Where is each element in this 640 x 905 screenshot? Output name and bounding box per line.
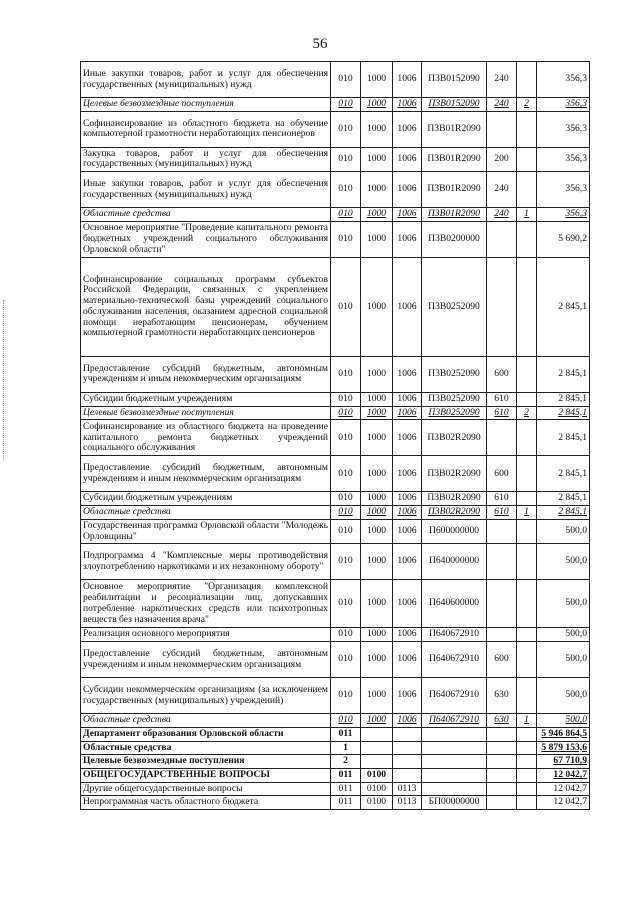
binding-edge-mark <box>3 300 5 460</box>
row-expense-type <box>487 420 517 456</box>
row-expense-type <box>487 628 517 642</box>
row-code: 010 <box>331 98 361 112</box>
row-amount: 2 845,1 <box>537 257 590 356</box>
row-subsection: 1006 <box>393 580 422 628</box>
row-expense-type: 240 <box>487 62 517 98</box>
row-code: 010 <box>331 580 361 628</box>
row-source <box>517 519 537 543</box>
row-code: 010 <box>331 356 361 392</box>
row-source <box>517 62 537 98</box>
row-subsection: 1006 <box>393 208 422 222</box>
row-expense-type <box>487 782 517 796</box>
table-row <box>81 782 590 796</box>
row-article: П3В01R2090 <box>422 147 487 171</box>
row-subsection: 0113 <box>393 796 422 810</box>
row-article: П3В0252090 <box>422 392 487 406</box>
row-code: 010 <box>331 544 361 580</box>
row-subsection: 1006 <box>393 456 422 492</box>
table-row <box>81 62 590 98</box>
row-amount: 2 845,1 <box>537 406 590 420</box>
table-row <box>81 456 590 492</box>
row-source: 1 <box>517 208 537 222</box>
row-subsection: 1006 <box>393 406 422 420</box>
row-code: 010 <box>331 147 361 171</box>
row-code: 011 <box>331 727 361 741</box>
row-source: 2 <box>517 406 537 420</box>
row-article: П640000000 <box>422 544 487 580</box>
row-name: Софинансирование из областного бюджета на обучение компьютерной грамотности неработающих пенсионеров <box>81 111 331 147</box>
row-expense-type: 610 <box>487 492 517 506</box>
row-amount: 356,3 <box>537 172 590 208</box>
row-section: 1000 <box>361 392 393 406</box>
row-source <box>517 356 537 392</box>
row-article: П3В0152090 <box>422 62 487 98</box>
row-name: Предоставление субсидий бюджетным, автономным учреждениям и иным некоммерческим организациям <box>81 456 331 492</box>
row-article: П3В01R2090 <box>422 111 487 147</box>
row-article: П3В02R2090 <box>422 492 487 506</box>
row-name: Субсидии бюджетным учреждениям <box>81 492 331 506</box>
row-name: Предоставление субсидий бюджетным, автономным учреждениям и иным некоммерческим организациям <box>81 356 331 392</box>
row-amount: 500,0 <box>537 714 590 728</box>
row-source <box>517 642 537 678</box>
row-section: 1000 <box>361 147 393 171</box>
row-expense-type <box>487 544 517 580</box>
table-row <box>81 257 590 356</box>
row-subsection: 1006 <box>393 506 422 520</box>
row-section: 1000 <box>361 456 393 492</box>
row-amount: 500,0 <box>537 544 590 580</box>
row-subsection: 1006 <box>393 544 422 580</box>
row-source <box>517 221 537 257</box>
row-code: 011 <box>331 769 361 783</box>
row-amount: 356,3 <box>537 208 590 222</box>
table-row <box>81 519 590 543</box>
row-article <box>422 727 487 741</box>
table-row <box>81 769 590 783</box>
row-article: П600000000 <box>422 519 487 543</box>
row-amount: 5 690,2 <box>537 221 590 257</box>
row-article: П3В0252090 <box>422 406 487 420</box>
row-expense-type <box>487 796 517 810</box>
row-name: ОБЩЕГОСУДАРСТВЕННЫЕ ВОПРОСЫ <box>81 769 331 783</box>
row-code: 010 <box>331 642 361 678</box>
row-amount: 356,3 <box>537 147 590 171</box>
row-subsection: 1006 <box>393 519 422 543</box>
row-name: Другие общегосударственные вопросы <box>81 782 331 796</box>
row-subsection: 1006 <box>393 392 422 406</box>
table-row <box>81 420 590 456</box>
row-subsection: 1006 <box>393 62 422 98</box>
row-expense-type <box>487 755 517 769</box>
row-code: 010 <box>331 221 361 257</box>
table-row <box>81 580 590 628</box>
row-article: П640600000 <box>422 580 487 628</box>
row-amount: 2 845,1 <box>537 420 590 456</box>
row-name: Областные средства <box>81 506 331 520</box>
row-expense-type: 600 <box>487 356 517 392</box>
row-code: 010 <box>331 506 361 520</box>
row-code: 010 <box>331 406 361 420</box>
row-article: П3В0200000 <box>422 221 487 257</box>
row-code: 010 <box>331 392 361 406</box>
row-source <box>517 147 537 171</box>
row-subsection: 1006 <box>393 111 422 147</box>
row-code: 010 <box>331 420 361 456</box>
row-section: 1000 <box>361 544 393 580</box>
row-source <box>517 678 537 714</box>
table-row <box>81 208 590 222</box>
row-section: 1000 <box>361 208 393 222</box>
row-name: Департамент образования Орловской области <box>81 727 331 741</box>
row-source <box>517 456 537 492</box>
row-source <box>517 111 537 147</box>
row-source <box>517 172 537 208</box>
row-subsection: 1006 <box>393 678 422 714</box>
row-source <box>517 796 537 810</box>
row-section: 1000 <box>361 678 393 714</box>
row-code: 2 <box>331 755 361 769</box>
row-source: 1 <box>517 714 537 728</box>
table-row <box>81 111 590 147</box>
row-name: Государственная программа Орловской области "Молодежь Орловщины" <box>81 519 331 543</box>
table-row <box>81 492 590 506</box>
row-amount: 2 845,1 <box>537 356 590 392</box>
row-amount: 500,0 <box>537 519 590 543</box>
row-article: П640672910 <box>422 642 487 678</box>
row-expense-type: 610 <box>487 392 517 406</box>
row-section: 1000 <box>361 492 393 506</box>
row-amount: 356,3 <box>537 98 590 112</box>
table-row <box>81 628 590 642</box>
table-row <box>81 741 590 755</box>
row-article <box>422 782 487 796</box>
row-section <box>361 741 393 755</box>
table-row <box>81 678 590 714</box>
row-source <box>517 755 537 769</box>
row-code: 010 <box>331 714 361 728</box>
row-subsection <box>393 741 422 755</box>
row-expense-type <box>487 769 517 783</box>
row-name: Закупка товаров, работ и услуг для обеспечения государственных (муниципальных) нужд <box>81 147 331 171</box>
row-code: 010 <box>331 519 361 543</box>
row-amount: 5 946 864,5 <box>537 727 590 741</box>
row-article <box>422 741 487 755</box>
table-row <box>81 755 590 769</box>
row-expense-type: 600 <box>487 642 517 678</box>
row-section: 1000 <box>361 580 393 628</box>
row-name: Субсидии некоммерческим организациям (за исключением государственных (муниципальных) учреждений) <box>81 678 331 714</box>
row-subsection: 1006 <box>393 642 422 678</box>
row-name: Областные средства <box>81 714 331 728</box>
table-row <box>81 642 590 678</box>
row-source <box>517 392 537 406</box>
row-section: 1000 <box>361 111 393 147</box>
row-subsection: 1006 <box>393 172 422 208</box>
row-amount: 2 845,1 <box>537 456 590 492</box>
budget-table <box>80 61 590 810</box>
row-name: Целевые безвозмездные поступления <box>81 755 331 769</box>
row-code: 010 <box>331 62 361 98</box>
row-code: 010 <box>331 678 361 714</box>
table-row <box>81 356 590 392</box>
row-article: П3В0252090 <box>422 257 487 356</box>
row-source: 1 <box>517 506 537 520</box>
row-subsection: 1006 <box>393 98 422 112</box>
row-article: П640672910 <box>422 714 487 728</box>
row-name: Софинансирование из областного бюджета на проведение капитального ремонта бюджетных учреждений социального обслуживания <box>81 420 331 456</box>
row-code: 011 <box>331 782 361 796</box>
row-source <box>517 628 537 642</box>
row-section: 1000 <box>361 62 393 98</box>
row-expense-type: 600 <box>487 456 517 492</box>
row-article: П3В02R2090 <box>422 420 487 456</box>
row-expense-type <box>487 519 517 543</box>
row-name: Подпрограмма 4 "Комплексные меры противодействия злоупотреблению наркотиками и их незаконному обороту" <box>81 544 331 580</box>
row-section: 1000 <box>361 406 393 420</box>
row-code: 010 <box>331 172 361 208</box>
row-amount: 12 042,7 <box>537 796 590 810</box>
row-code: 010 <box>331 628 361 642</box>
row-expense-type: 200 <box>487 147 517 171</box>
row-article: П3В0152090 <box>422 98 487 112</box>
row-amount: 500,0 <box>537 642 590 678</box>
row-subsection: 1006 <box>393 221 422 257</box>
row-source <box>517 420 537 456</box>
row-name: Иные закупки товаров, работ и услуг для обеспечения государственных (муниципальных) нужд <box>81 62 331 98</box>
row-name: Субсидии бюджетным учреждениям <box>81 392 331 406</box>
row-article: П640672910 <box>422 628 487 642</box>
row-name: Непрограммная часть областного бюджета <box>81 796 331 810</box>
row-section <box>361 755 393 769</box>
row-article: П3В01R2090 <box>422 172 487 208</box>
row-subsection: 1006 <box>393 714 422 728</box>
row-subsection: 1006 <box>393 628 422 642</box>
row-section: 1000 <box>361 221 393 257</box>
row-amount: 12 042,7 <box>537 769 590 783</box>
table-row <box>81 406 590 420</box>
row-source <box>517 769 537 783</box>
row-source <box>517 741 537 755</box>
row-section: 1000 <box>361 172 393 208</box>
row-subsection <box>393 755 422 769</box>
row-name: Предоставление субсидий бюджетным, автономным учреждениям и иным некоммерческим организациям <box>81 642 331 678</box>
row-expense-type: 240 <box>487 172 517 208</box>
row-section: 1000 <box>361 642 393 678</box>
row-article: П3В02R2090 <box>422 506 487 520</box>
row-subsection: 1006 <box>393 492 422 506</box>
row-subsection: 1006 <box>393 420 422 456</box>
row-source <box>517 782 537 796</box>
row-article <box>422 769 487 783</box>
row-expense-type <box>487 221 517 257</box>
row-expense-type: 630 <box>487 714 517 728</box>
table-row <box>81 147 590 171</box>
row-amount: 500,0 <box>537 580 590 628</box>
row-subsection <box>393 769 422 783</box>
row-amount: 5 879 153,6 <box>537 741 590 755</box>
row-section: 1000 <box>361 257 393 356</box>
row-amount: 2 845,1 <box>537 506 590 520</box>
row-amount: 67 710,9 <box>537 755 590 769</box>
row-subsection: 1006 <box>393 257 422 356</box>
row-name: Основное мероприятие "Организация комплексной реабилитации и ресоциализации лиц, допускавших потребление наркотических средств или психотропных веществ без назначения врача" <box>81 580 331 628</box>
row-expense-type <box>487 580 517 628</box>
row-section: 0100 <box>361 782 393 796</box>
row-article: П640672910 <box>422 678 487 714</box>
row-section: 1000 <box>361 98 393 112</box>
row-code: 010 <box>331 257 361 356</box>
row-article: П3В02R2090 <box>422 456 487 492</box>
row-amount: 500,0 <box>537 628 590 642</box>
row-expense-type: 610 <box>487 406 517 420</box>
row-name: Областные средства <box>81 208 331 222</box>
row-section <box>361 727 393 741</box>
row-article: БП00000000 <box>422 796 487 810</box>
row-article: П3В01R2090 <box>422 208 487 222</box>
table-row <box>81 796 590 810</box>
row-expense-type <box>487 727 517 741</box>
row-amount: 12 042,7 <box>537 782 590 796</box>
row-name: Реализация основного мероприятия <box>81 628 331 642</box>
table-row <box>81 544 590 580</box>
row-amount: 356,3 <box>537 111 590 147</box>
budget-table-body <box>81 62 590 810</box>
row-section: 0100 <box>361 769 393 783</box>
row-subsection: 0113 <box>393 782 422 796</box>
row-expense-type: 610 <box>487 506 517 520</box>
row-expense-type <box>487 741 517 755</box>
row-code: 010 <box>331 208 361 222</box>
table-row <box>81 392 590 406</box>
row-article <box>422 755 487 769</box>
row-section: 1000 <box>361 628 393 642</box>
row-source <box>517 580 537 628</box>
row-code: 010 <box>331 456 361 492</box>
row-amount: 2 845,1 <box>537 392 590 406</box>
row-code: 010 <box>331 111 361 147</box>
row-expense-type <box>487 111 517 147</box>
row-source <box>517 544 537 580</box>
row-expense-type: 240 <box>487 98 517 112</box>
row-source <box>517 727 537 741</box>
table-row <box>81 221 590 257</box>
row-section: 1000 <box>361 519 393 543</box>
row-name: Иные закупки товаров, работ и услуг для обеспечения государственных (муниципальных) нужд <box>81 172 331 208</box>
row-subsection: 1006 <box>393 147 422 171</box>
row-name: Софинансирование социальных программ субъектов Российской Федерации, связанных с укреплением материально-технической базы учреждений социального обслуживания населения, оказанием адресной социальной помощи неработающим пенсионерам, обучением компьютерной грамотности неработающих пенсионеров <box>81 257 331 356</box>
row-section: 1000 <box>361 506 393 520</box>
row-code: 1 <box>331 741 361 755</box>
row-source <box>517 492 537 506</box>
row-section: 1000 <box>361 356 393 392</box>
row-amount: 2 845,1 <box>537 492 590 506</box>
row-name: Целевые безвозмездные поступления <box>81 98 331 112</box>
row-section: 1000 <box>361 714 393 728</box>
row-name: Основное мероприятие "Проведение капитального ремонта бюджетных учреждений социального обслуживания Орловской области" <box>81 221 331 257</box>
row-source: 2 <box>517 98 537 112</box>
row-code: 011 <box>331 796 361 810</box>
row-section: 1000 <box>361 420 393 456</box>
row-expense-type: 630 <box>487 678 517 714</box>
table-row <box>81 506 590 520</box>
row-expense-type <box>487 257 517 356</box>
row-name: Областные средства <box>81 741 331 755</box>
row-code: 010 <box>331 492 361 506</box>
row-article: П3В0252090 <box>422 356 487 392</box>
table-row <box>81 98 590 112</box>
row-source <box>517 257 537 356</box>
row-subsection <box>393 727 422 741</box>
row-subsection: 1006 <box>393 356 422 392</box>
page-number: 56 <box>312 36 328 52</box>
table-row <box>81 714 590 728</box>
row-amount: 356,3 <box>537 62 590 98</box>
row-expense-type: 240 <box>487 208 517 222</box>
row-amount: 500,0 <box>537 678 590 714</box>
row-section: 0100 <box>361 796 393 810</box>
row-name: Целевые безвозмездные поступления <box>81 406 331 420</box>
table-row <box>81 727 590 741</box>
table-row <box>81 172 590 208</box>
